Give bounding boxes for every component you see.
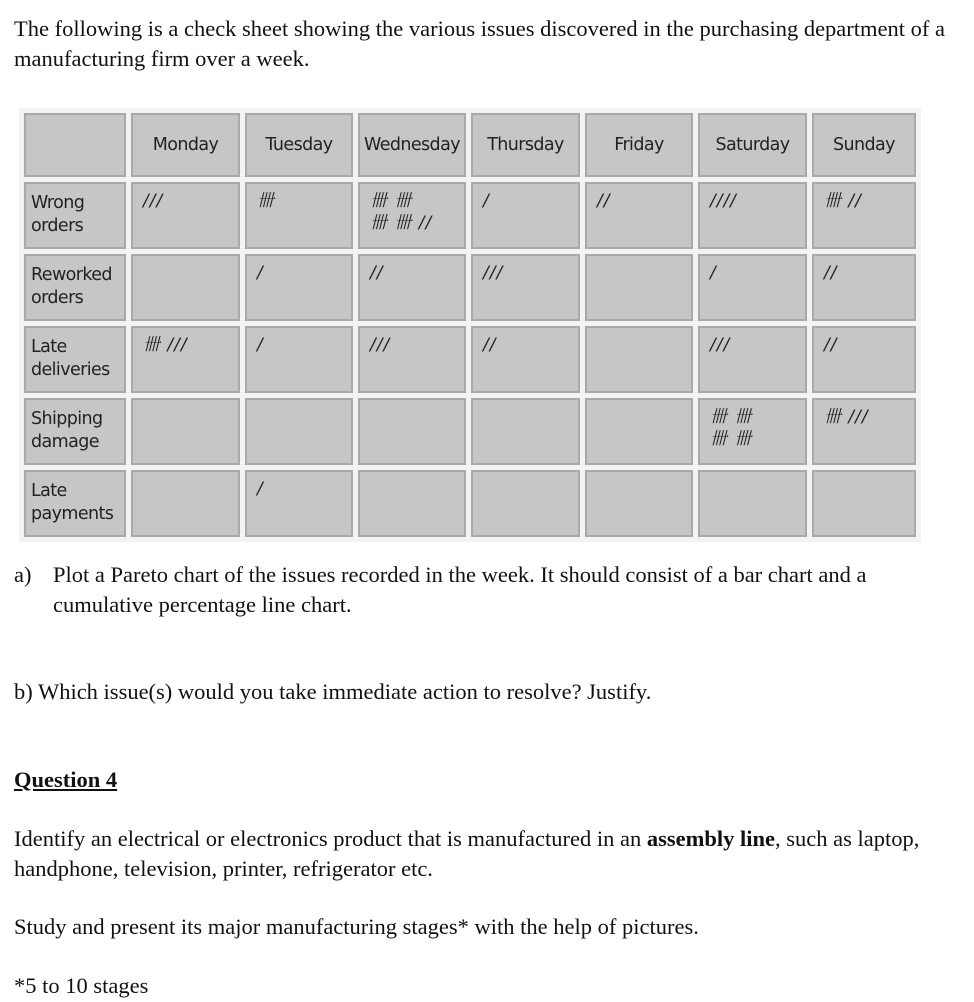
tally-cell <box>471 326 580 393</box>
tally-cell <box>471 398 580 465</box>
question4-study: Study and present its major manufacturing stages* with the help of pictures. <box>14 914 699 939</box>
tally-marks <box>587 256 691 262</box>
tally-cell <box>131 470 240 537</box>
tally-marks: 卌 卌 卌 卌 <box>710 407 753 449</box>
corner-cell <box>24 113 126 177</box>
tally-marks: 卌 卌 卌 卌 // <box>370 191 433 233</box>
tally-marks <box>473 472 578 478</box>
tally-cell <box>131 326 240 393</box>
question4-note: *5 to 10 stages <box>14 973 149 998</box>
tally-marks: //// <box>710 191 737 211</box>
tally-cell <box>698 254 807 321</box>
issue-label: Reworked orders <box>24 254 126 321</box>
tally-marks <box>133 400 238 406</box>
tally-cell <box>471 254 580 321</box>
tally-marks: /// <box>483 263 504 283</box>
issue-label: Late deliveries <box>24 326 126 393</box>
tally-cell <box>812 470 916 537</box>
issue-row-wrong-orders <box>24 182 916 249</box>
tally-cell <box>358 470 466 537</box>
tally-marks: / <box>257 263 264 283</box>
tally-cell <box>471 470 580 537</box>
tally-marks <box>814 472 914 478</box>
day-header: Tuesday <box>245 113 353 177</box>
tally-cell <box>245 254 353 321</box>
question-a-text: Plot a Pareto chart of the issues recorded in the week. It should consist of a bar chart and a cumulative percentage line chart. <box>53 562 867 617</box>
tally-marks: // <box>824 335 838 355</box>
tally-marks <box>360 472 464 478</box>
tally-cell <box>585 182 693 249</box>
tally-marks: 卌 // <box>824 191 862 211</box>
tally-marks: / <box>257 335 264 355</box>
day-header: Saturday <box>698 113 807 177</box>
tally-marks <box>587 328 691 334</box>
tally-cell <box>812 398 916 465</box>
tally-marks <box>587 400 691 406</box>
tally-cell <box>245 326 353 393</box>
tally-cell <box>131 182 240 249</box>
tally-cell <box>245 470 353 537</box>
tally-cell <box>585 470 693 537</box>
issue-row-reworked-orders <box>24 254 916 321</box>
question4-body-end: , such as laptop, handphone, television, printer, refrigerator etc. <box>14 826 920 881</box>
tally-marks: 卌 /// <box>143 335 188 355</box>
tally-marks: /// <box>370 335 391 355</box>
question4-body-start: Identify an electrical or electronics product that is manufactured in an <box>14 826 647 851</box>
tally-cell <box>585 254 693 321</box>
tally-marks: // <box>597 191 611 211</box>
tally-cell <box>812 254 916 321</box>
tally-marks <box>133 256 238 262</box>
tally-marks: // <box>483 335 497 355</box>
issue-label: Late payments <box>24 470 126 537</box>
tally-marks: /// <box>710 335 731 355</box>
issue-row-late-deliveries <box>24 326 916 393</box>
issue-label: Wrong orders <box>24 182 126 249</box>
tally-marks: /// <box>143 191 164 211</box>
tally-cell <box>812 182 916 249</box>
tally-cell <box>698 398 807 465</box>
question4-title: Question 4 <box>14 767 118 792</box>
tally-cell <box>245 182 353 249</box>
tally-marks: / <box>710 263 717 283</box>
tally-cell <box>698 182 807 249</box>
tally-cell <box>245 398 353 465</box>
tally-marks: 卌 <box>257 191 275 211</box>
header-row <box>24 113 916 177</box>
check-sheet-table <box>19 108 921 542</box>
tally-marks <box>247 400 351 406</box>
day-header: Monday <box>131 113 240 177</box>
question-a-label: a) <box>14 562 32 587</box>
issue-label: Shipping damage <box>24 398 126 465</box>
tally-marks <box>360 400 464 406</box>
tally-cell <box>358 182 466 249</box>
day-header: Sunday <box>812 113 916 177</box>
tally-marks: 卌 /// <box>824 407 869 427</box>
tally-cell <box>585 398 693 465</box>
day-header: Friday <box>585 113 693 177</box>
tally-marks: / <box>483 191 490 211</box>
question4-body-emphasis: assembly line <box>646 826 775 851</box>
question4-body <box>14 824 949 884</box>
tally-marks <box>473 400 578 406</box>
tally-cell <box>358 326 466 393</box>
tally-cell <box>131 398 240 465</box>
day-header: Thursday <box>471 113 580 177</box>
tally-cell <box>358 254 466 321</box>
issue-row-shipping-damage <box>24 398 916 465</box>
tally-marks <box>700 472 805 478</box>
question-b: b) Which issue(s) would you take immediate action to resolve? Justify. <box>14 679 652 704</box>
tally-marks <box>133 472 238 478</box>
intro-paragraph: The following is a check sheet showing the various issues discovered in the purchasing department of a manufacturing firm over a week. <box>14 16 946 71</box>
tally-cell <box>812 326 916 393</box>
tally-marks: // <box>824 263 838 283</box>
question-a <box>14 560 949 620</box>
tally-marks: / <box>257 479 264 499</box>
issue-row-late-payments <box>24 470 916 537</box>
tally-marks <box>587 472 691 478</box>
tally-cell <box>698 326 807 393</box>
tally-cell <box>698 470 807 537</box>
tally-cell <box>131 254 240 321</box>
tally-cell <box>358 398 466 465</box>
tally-cell <box>585 326 693 393</box>
day-header: Wednesday <box>358 113 466 177</box>
tally-marks: // <box>370 263 384 283</box>
tally-cell <box>471 182 580 249</box>
